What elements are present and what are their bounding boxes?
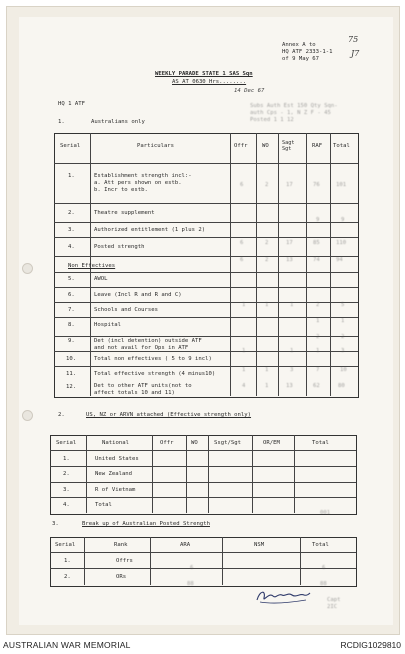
column-header-national: National [102, 440, 129, 446]
cell-sgt: 1 [290, 302, 294, 308]
cell-offr: 1 [242, 302, 246, 308]
cell-serial: 12. [66, 384, 77, 390]
cell-national: United States [95, 456, 139, 462]
page-title: WEEKLY PARADE STATE 1 SAS Sqn [155, 71, 253, 77]
annex-line: of 9 May 67 [282, 56, 320, 62]
cell-raf: 62 [313, 383, 320, 389]
cell-particulars: Det to other ATF units(not to [94, 383, 192, 389]
cell-rank: Offrs [116, 558, 133, 564]
cell-wo: 1 [265, 383, 269, 389]
folio-mark: J7 [351, 49, 360, 58]
faint-note-line: Posted 1 1 12 [250, 117, 294, 123]
cell-offr: 6 [240, 257, 244, 263]
cell-offr: 6 [240, 182, 244, 188]
cell-total: 5 [341, 302, 345, 308]
cell-serial: 6. [68, 292, 75, 298]
cell-particulars: affect totals 10 and 11) [94, 390, 175, 396]
section-1-title: Australians only [91, 119, 145, 125]
cell-sgt: 17 [286, 182, 293, 188]
cell-particulars: Det (incl detention) outside ATF [94, 338, 202, 344]
annex-line: Annex A to [282, 42, 316, 48]
punch-hole-bottom [22, 410, 33, 421]
cell-raf: 7 [316, 367, 320, 373]
signature-rank: Capt [327, 597, 341, 603]
cell-total: 88 [320, 581, 327, 587]
cell-particulars: Establishment strength incl:- [94, 173, 192, 179]
cell-serial: 2. [64, 574, 71, 580]
stray-mark: 001 [320, 510, 331, 516]
cell-national: New Zealand [95, 471, 133, 477]
column-header-offr: Offr [160, 440, 174, 446]
table-frame [50, 537, 357, 587]
cell-particulars: Schools and Courses [94, 307, 158, 313]
page-subtitle: AS AT 0630 Hrs........ [172, 79, 247, 85]
cell-total: 10 [340, 367, 347, 373]
column-header-total: Total [312, 542, 329, 548]
cell-wo: 2 [265, 240, 269, 246]
cell-raf: 74 [313, 257, 320, 263]
cell-particulars: Leave (Incl R and R and C) [94, 292, 182, 298]
cell-sgt: 17 [286, 240, 293, 246]
cell-particulars: and not avail for Ops in ATF [94, 345, 189, 351]
faint-note-line: auth Cps - 1, N Z F - 45 [250, 110, 331, 116]
cell-particulars: Hospital [94, 322, 121, 328]
cell-total: 101 [336, 182, 347, 188]
cell-particulars: Theatre supplement [94, 210, 155, 216]
cell-particulars: Authorized entitlement (1 plus 2) [94, 227, 206, 233]
cell-ara: 88 [187, 581, 194, 587]
cell-total: 110 [336, 240, 347, 246]
column-header-serial: Serial [56, 440, 77, 446]
column-header-nsm: NSM [254, 542, 265, 548]
cell-serial: 10. [66, 356, 77, 362]
cell-rank: ORs [116, 574, 127, 580]
cell-total: 3 [341, 348, 345, 354]
cell-total: 6 [322, 565, 326, 571]
cell-raf: 1 [316, 318, 320, 324]
cell-particulars: Total non effectives ( 5 to 9 incl) [94, 356, 212, 362]
cell-particulars: Total effective strength (4 minus10) [94, 371, 216, 377]
cell-particulars: AWOL [94, 276, 108, 282]
archive-footer [0, 636, 405, 654]
column-header-or-em: OR/EM [263, 440, 280, 446]
signature-unit: 2IC [327, 604, 338, 610]
cell-offr: 6 [240, 240, 244, 246]
column-header-rank: Rank [114, 542, 128, 548]
cell-serial: 7. [68, 307, 75, 313]
cell-total: 94 [336, 257, 343, 263]
column-header-sgt: Sagt Sgt [282, 140, 295, 152]
section-1-number: 1. [58, 119, 65, 125]
cell-serial: 1. [63, 456, 70, 462]
section-2-number: 2. [58, 412, 65, 418]
cell-serial: 2. [63, 471, 70, 477]
column-header-ara: ARA [180, 542, 191, 548]
cell-total: 2 [341, 334, 345, 340]
cell-particulars: b. Incr to estb. [94, 187, 148, 193]
cell-serial: 1. [68, 173, 75, 179]
cell-serial: 4. [63, 502, 70, 508]
cell-total: 1 [341, 318, 345, 324]
cell-raf: 76 [313, 182, 320, 188]
cell-wo: 2 [265, 257, 269, 263]
handwritten-signature [254, 586, 312, 606]
column-header-sgt: Ssgt/Sgt [214, 440, 241, 446]
cell-serial: 3. [68, 227, 75, 233]
unit-label: HQ 1 ATF [58, 101, 85, 107]
annex-line: HQ ATF 2333-1-1 [282, 49, 333, 55]
cell-serial: 11. [66, 371, 77, 377]
cell-serial: 4. [68, 244, 75, 250]
column-header-wo: WO [262, 143, 269, 149]
cell-raf: 1 [316, 348, 320, 354]
cell-particulars: Posted strength [94, 244, 145, 250]
archive-name: AUSTRALIAN WAR MEMORIAL [3, 640, 131, 650]
faint-note-line: Subs Auth Est 150 Qty Sqn- [250, 103, 338, 109]
cell-raf: 9 [316, 217, 320, 223]
cell-serial: 2. [68, 210, 75, 216]
cell-wo: 1 [265, 302, 269, 308]
column-header-particulars: Particulars [137, 143, 175, 149]
cell-serial: 3. [63, 487, 70, 493]
cell-offr: 1 [242, 348, 246, 354]
cell-particulars: a. Att pers shown on estb. [94, 180, 182, 186]
cell-sgt: 13 [286, 257, 293, 263]
column-header-serial: Serial [60, 143, 81, 149]
non-effectives-heading: Non Effectives [68, 263, 116, 269]
cell-raf: 2 [316, 334, 320, 340]
section-2-title: US, NZ or ARVN attached (Effective strength only) [86, 412, 252, 418]
cell-national: Total [95, 502, 112, 508]
cell-serial: 9. [68, 338, 75, 344]
section-3-title: Break up of Australian Posted Strength [82, 521, 210, 527]
column-header-total: Total [312, 440, 329, 446]
section-3-number: 3. [52, 521, 59, 527]
cell-wo: 2 [265, 182, 269, 188]
column-header-raf: RAF [312, 143, 323, 149]
cell-raf: 85 [313, 240, 320, 246]
cell-total: 9 [341, 217, 345, 223]
punch-hole-top [22, 263, 33, 274]
column-header-serial: Serial [55, 542, 76, 548]
cell-serial: 5. [68, 276, 75, 282]
folio-number: 75 [348, 35, 359, 44]
cell-offr: 4 [242, 383, 246, 389]
archive-reference: RCDIG1029810 [340, 640, 401, 650]
cell-serial: 8. [68, 322, 75, 328]
cell-total: 80 [338, 383, 345, 389]
cell-ara: 6 [190, 565, 194, 571]
handwritten-date: 14 Dec 67 [234, 88, 265, 94]
cell-national: R of Vietnam [95, 487, 136, 493]
column-header-wo: WO [191, 440, 198, 446]
cell-sgt: 13 [286, 383, 293, 389]
cell-wo: 1 [265, 367, 269, 373]
cell-offr: 1 [242, 367, 246, 373]
cell-sgt: 3 [290, 367, 294, 373]
column-header-total: Total [333, 143, 350, 149]
column-header-offr: Offr [234, 143, 248, 149]
cell-raf: 2 [316, 302, 320, 308]
cell-sgt: 1 [290, 348, 294, 354]
cell-serial: 1. [64, 558, 71, 564]
